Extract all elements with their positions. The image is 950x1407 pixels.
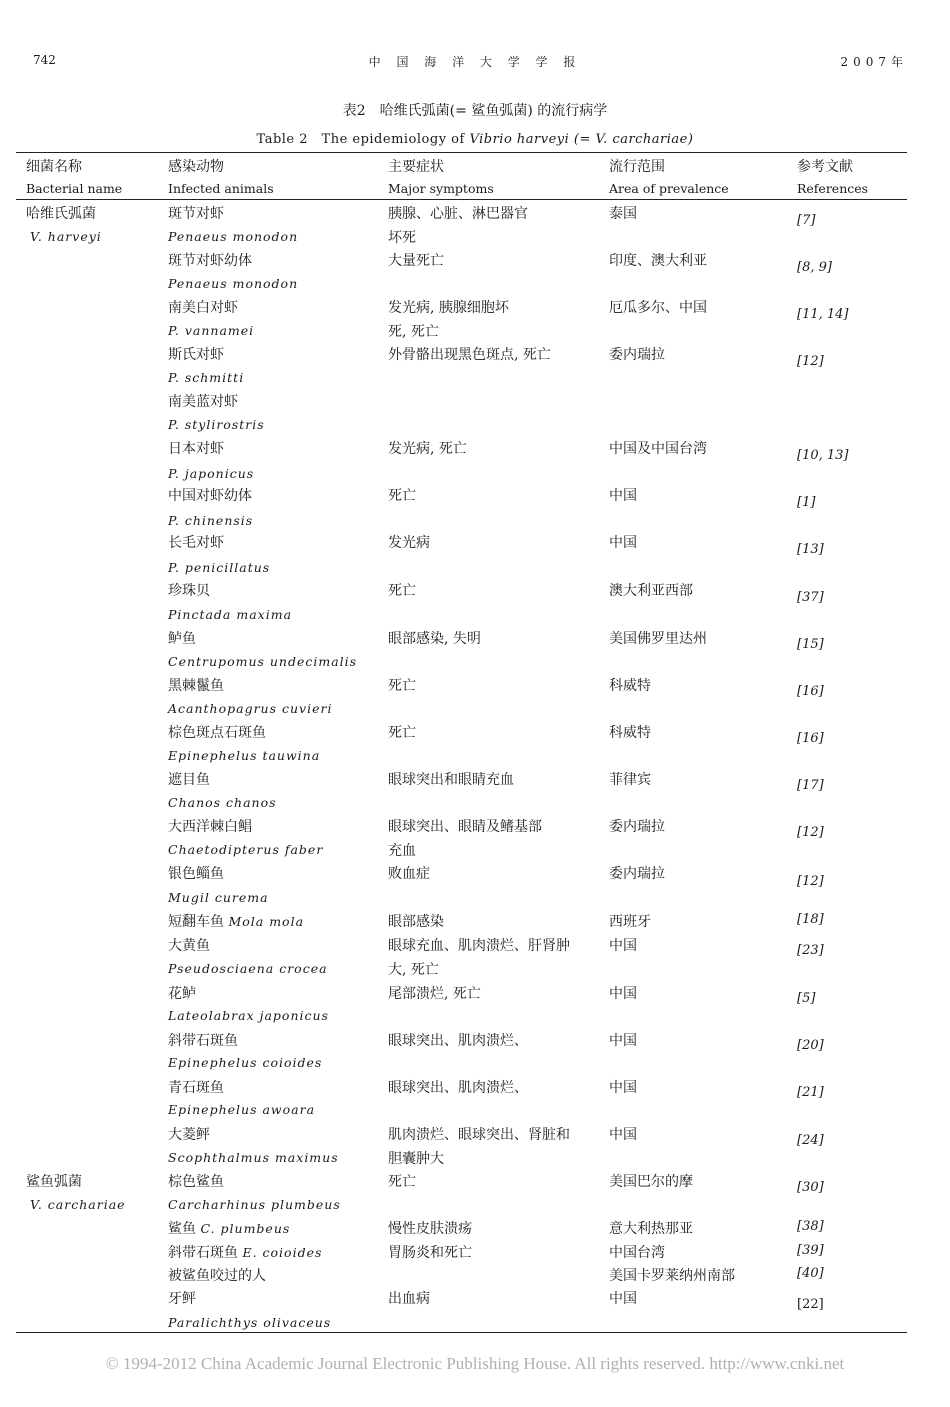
animal-name: 遮目鱼 [168, 772, 210, 788]
area-text: 美国卡罗莱纳州南部 [609, 1268, 735, 1284]
animal-sci-name: P. penicillatus [168, 560, 271, 575]
reference: [12] [797, 874, 824, 889]
animal-sci-name: Epinephelus awoara [168, 1102, 316, 1117]
symptom-text: 败血症 [388, 866, 430, 882]
reference: [23] [797, 943, 824, 958]
animal-name [168, 1242, 322, 1262]
animal-sci-name: Epinephelus coioides [168, 1055, 323, 1070]
animal-name: 斑节对虾 [168, 206, 224, 222]
symptom-text: 慢性皮肤溃疡 [388, 1221, 472, 1237]
animal-sci-name: Penaeus monodon [168, 276, 299, 291]
reference: [10, 13] [797, 448, 849, 463]
animal-name: 银色鲻鱼 [168, 866, 224, 882]
animal-name: 日本对虾 [168, 441, 224, 457]
area-text: 科威特 [609, 725, 651, 741]
reference: [11, 14] [797, 307, 849, 322]
animal-name-text: 鲨鱼 [168, 1221, 201, 1237]
area-text: 中国 [609, 535, 637, 551]
table-header-rule [16, 199, 907, 200]
symptom-text: 大量死亡 [388, 253, 444, 269]
reference: [16] [797, 731, 824, 746]
animal-name [168, 911, 304, 931]
reference: [30] [797, 1180, 824, 1195]
symptom-text: 尾部溃烂, 死亡 [388, 986, 481, 1002]
col-header-refs-zh: 参考文献 [797, 159, 853, 175]
reference: [38] [797, 1219, 824, 1234]
area-text: 委内瑞拉 [609, 866, 665, 882]
animal-name: 大西洋棘白鲳 [168, 819, 252, 835]
reference: [7] [797, 213, 816, 228]
animal-sci-name: Chaetodipterus faber [168, 842, 324, 857]
reference: [21] [797, 1085, 824, 1100]
symptom-text: 出血病 [388, 1291, 430, 1307]
journal-name: 中 国 海 洋 大 学 学 报 [368, 55, 582, 69]
symptom-text: 大, 死亡 [388, 962, 439, 978]
symptom-text: 发光病, 死亡 [388, 441, 467, 457]
animal-name: 斯氏对虾 [168, 347, 224, 363]
area-text: 美国巴尔的摩 [609, 1174, 693, 1190]
copyright-footer: © 1994-2012 China Academic Journal Electronic Publishing House. All rights reserved. http://www.cnki.net [105, 1354, 845, 1373]
animal-name: 青石斑鱼 [168, 1080, 224, 1096]
animal-name: 黑棘鬣鱼 [168, 678, 224, 694]
symptom-text: 发光病, 胰腺细胞坏 [388, 300, 509, 316]
area-text: 委内瑞拉 [609, 347, 665, 363]
col-header-bacteria-zh: 细菌名称 [26, 159, 82, 175]
reference: [39] [797, 1243, 824, 1258]
symptom-text: 胰腺、心脏、淋巴器官 [388, 206, 528, 222]
animal-name: 中国对虾幼体 [168, 488, 252, 504]
reference: [16] [797, 684, 824, 699]
symptom-text: 充血 [388, 843, 416, 859]
area-text: 印度、澳大利亚 [609, 253, 707, 269]
reference: [12] [797, 354, 824, 369]
reference: [13] [797, 542, 824, 557]
symptom-text: 外骨骼出现黑色斑点, 死亡 [388, 347, 551, 363]
animal-sci-name: P. schmitti [168, 370, 245, 385]
animal-name-text: 短翻车鱼 [168, 914, 229, 930]
reference: [20] [797, 1038, 824, 1053]
animal-name [168, 1218, 290, 1238]
symptom-text: 肌肉溃烂、眼球突出、肾脏和 [388, 1127, 570, 1143]
area-text: 中国 [609, 1033, 637, 1049]
area-text: 委内瑞拉 [609, 819, 665, 835]
animal-name: 被鲨鱼咬过的人 [168, 1268, 266, 1284]
col-header-animals-zh: 感染动物 [168, 159, 224, 175]
animal-name: 花鲈 [168, 986, 196, 1002]
animal-sci-name: P. vannamei [168, 323, 255, 338]
symptom-text: 死亡 [388, 725, 416, 741]
reference: [12] [797, 825, 824, 840]
animal-sci-name: C. plumbeus [200, 1221, 291, 1236]
col-header-area-zh: 流行范围 [609, 159, 665, 175]
animal-sci-name: P. japonicus [168, 466, 255, 481]
area-text: 意大利热那亚 [609, 1221, 693, 1237]
area-text: 中国 [609, 488, 637, 504]
animal-name: 斑节对虾幼体 [168, 253, 252, 269]
area-text: 科威特 [609, 678, 651, 694]
symptom-text: 眼部感染, 失明 [388, 631, 481, 647]
animal-name: 珍珠贝 [168, 583, 210, 599]
area-text: 中国台湾 [609, 1245, 665, 1261]
table-top-rule [16, 152, 907, 153]
symptom-text: 死亡 [388, 1174, 416, 1190]
reference: [18] [797, 912, 824, 927]
symptom-text: 眼球突出、肌肉溃烂、 [388, 1033, 528, 1049]
animal-name: 牙鲆 [168, 1291, 196, 1307]
reference: [5] [797, 991, 816, 1006]
animal-name: 南美蓝对虾 [168, 394, 238, 410]
animal-sci-name: Centrupomus undecimalis [168, 654, 358, 669]
reference: [8, 9] [797, 260, 832, 275]
journal-year: 2007年 [840, 55, 908, 69]
symptom-text: 眼部感染 [388, 914, 444, 930]
animal-sci-name: P. chinensis [168, 513, 254, 528]
reference: [22] [797, 1297, 824, 1312]
reference: [17] [797, 778, 824, 793]
symptom-text: 眼球充血、肌肉溃烂、肝肾肿 [388, 938, 570, 954]
symptom-text: 坏死 [388, 230, 416, 246]
animal-sci-name: Epinephelus tauwina [168, 748, 321, 763]
bacteria-name-zh: 鲨鱼弧菌 [26, 1174, 82, 1190]
animal-sci-name: Lateolabrax japonicus [168, 1008, 329, 1023]
symptom-text: 发光病 [388, 535, 430, 551]
reference: [15] [797, 637, 824, 652]
animal-sci-name: P. stylirostris [168, 417, 265, 432]
animal-name: 棕色斑点石斑鱼 [168, 725, 266, 741]
animal-name: 长毛对虾 [168, 535, 224, 551]
area-text: 中国 [609, 938, 637, 954]
bacteria-name-sci: V. carchariae [30, 1197, 126, 1212]
animal-sci-name: E. coioides [242, 1245, 323, 1260]
area-text: 中国 [609, 1127, 637, 1143]
animal-sci-name: Mugil curema [168, 890, 269, 905]
table-caption-en-prefix: Table 2 The epidemiology of [256, 132, 470, 147]
animal-sci-name: Acanthopagrus cuvieri [168, 701, 333, 716]
reference: [40] [797, 1266, 824, 1281]
animal-sci-name: Scophthalmus maximus [168, 1150, 339, 1165]
area-text: 中国 [609, 1080, 637, 1096]
animal-sci-name: Pseudosciaena crocea [168, 961, 328, 976]
animal-name: 南美白对虾 [168, 300, 238, 316]
animal-name: 鲈鱼 [168, 631, 196, 647]
col-header-refs-en: References [797, 181, 869, 196]
animal-sci-name: Mola mola [228, 914, 305, 929]
table-bottom-rule [16, 1332, 907, 1333]
table-caption-zh: 表2 哈维氏弧菌(= 鲨鱼弧菌) 的流行病学 [342, 103, 608, 119]
symptom-text: 眼球突出、肌肉溃烂、 [388, 1080, 528, 1096]
area-text: 美国佛罗里达州 [609, 631, 707, 647]
col-header-symptoms-zh: 主要症状 [388, 159, 444, 175]
animal-name: 大菱鲆 [168, 1127, 210, 1143]
symptom-text: 胃肠炎和死亡 [388, 1245, 472, 1261]
area-text: 菲律宾 [609, 772, 651, 788]
symptom-text: 死亡 [388, 583, 416, 599]
reference: [1] [797, 495, 816, 510]
col-header-area-en: Area of prevalence [609, 181, 729, 196]
table-caption-en [0, 128, 950, 147]
symptom-text: 死, 死亡 [388, 324, 439, 340]
col-header-bacteria-en: Bacterial name [26, 181, 123, 196]
page-number: 742 [33, 53, 56, 67]
symptom-text: 眼球突出和眼睛充血 [388, 772, 514, 788]
animal-name: 棕色鲨鱼 [168, 1174, 224, 1190]
symptom-text: 死亡 [388, 678, 416, 694]
symptom-text: 眼球突出、眼睛及鳍基部 [388, 819, 542, 835]
animal-sci-name: Penaeus monodon [168, 229, 299, 244]
animal-name-text: 斜带石斑鱼 [168, 1245, 243, 1261]
area-text: 厄瓜多尔、中国 [609, 300, 707, 316]
bacteria-name-zh: 哈维氏弧菌 [26, 206, 96, 222]
reference: [24] [797, 1133, 824, 1148]
area-text: 中国 [609, 1291, 637, 1307]
symptom-text: 胆囊肿大 [388, 1151, 444, 1167]
area-text: 中国 [609, 986, 637, 1002]
animal-name: 斜带石斑鱼 [168, 1033, 238, 1049]
area-text: 西班牙 [609, 914, 651, 930]
animal-sci-name: Paralichthys olivaceus [168, 1315, 332, 1330]
animal-sci-name: Carcharhinus plumbeus [168, 1197, 341, 1212]
area-text: 泰国 [609, 206, 637, 222]
animal-sci-name: Pinctada maxima [168, 607, 293, 622]
table-caption-en-species: Vibrio harveyi (= V. carchariae) [469, 132, 694, 147]
reference: [37] [797, 590, 824, 605]
animal-sci-name: Chanos chanos [168, 795, 277, 810]
bacteria-name-sci: V. harveyi [30, 229, 102, 244]
symptom-text: 死亡 [388, 488, 416, 504]
col-header-symptoms-en: Major symptoms [388, 181, 494, 196]
animal-name: 大黄鱼 [168, 938, 210, 954]
area-text: 澳大利亚西部 [609, 583, 693, 599]
col-header-animals-en: Infected animals [168, 181, 274, 196]
area-text: 中国及中国台湾 [609, 441, 707, 457]
